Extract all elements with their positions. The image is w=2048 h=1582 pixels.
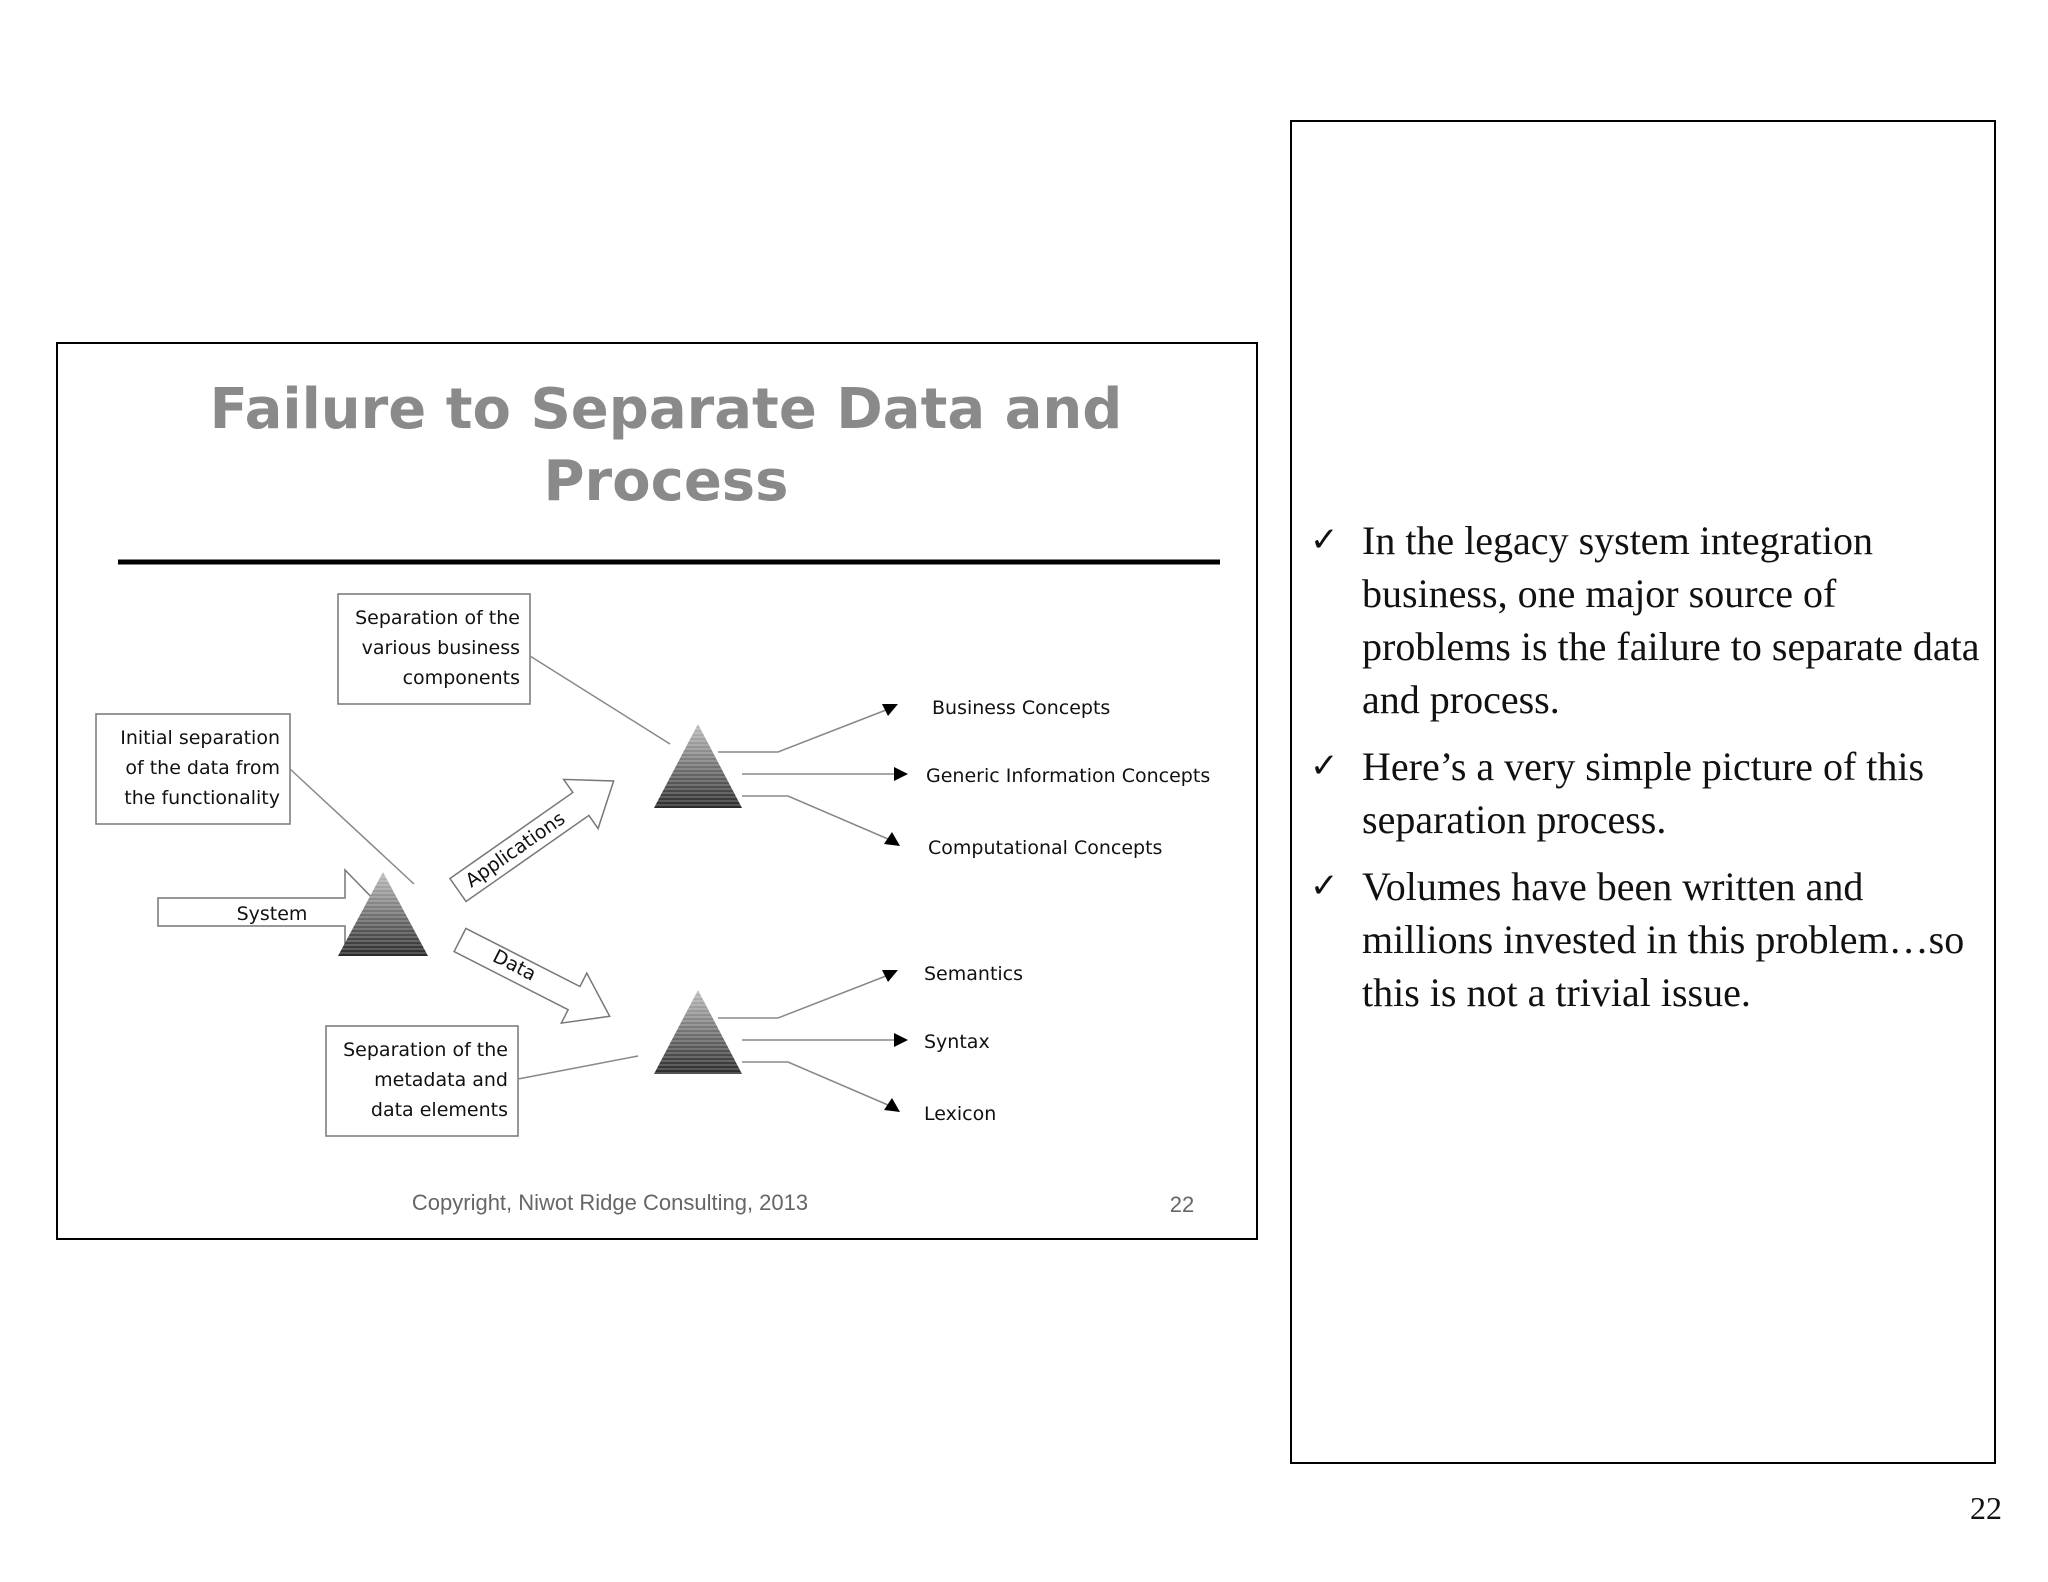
box-business-components-line3: components: [402, 667, 520, 689]
notes-bullet-text: Here’s a very simple picture of this separation process.: [1362, 744, 1925, 842]
notes-bullet: [1310, 740, 1990, 846]
data-arrow: [447, 915, 622, 1041]
triangle-data-stripes: [654, 990, 742, 1074]
output-semantics: Semantics: [924, 963, 1024, 985]
slide-title-line1: Failure to Separate Data and: [209, 377, 1123, 442]
connector-business: [530, 656, 670, 744]
checkmark-icon: ✓: [1310, 866, 1339, 906]
output-generic-information-concepts: Generic Information Concepts: [926, 765, 1211, 787]
applications-arrow: [441, 756, 631, 914]
applications-arrow-label: Applications: [461, 807, 570, 893]
notes-bullet-text: Volumes have been written and millions invested in this problem…so this is not a trivial issue.: [1362, 864, 1965, 1015]
box-initial-separation-line3: the functionality: [124, 787, 280, 809]
output-business-concepts: Business Concepts: [932, 697, 1111, 719]
notes-bullet: [1310, 860, 1990, 1019]
out-arrow-semantics: [718, 976, 886, 1018]
out-arrow-computational: [742, 796, 888, 839]
out-arrow-business: [718, 710, 886, 752]
slide-number: 22: [1169, 1192, 1195, 1217]
output-lexicon: Lexicon: [924, 1103, 997, 1125]
notes-panel: [1290, 120, 1996, 1464]
box-metadata-line2: metadata and: [374, 1069, 508, 1091]
out-arrowhead-syntax: [894, 1033, 908, 1047]
box-business-components-line2: various business: [361, 637, 520, 659]
box-metadata-line1: Separation of the: [343, 1039, 508, 1061]
connector-initial: [290, 769, 414, 884]
system-arrow-label: System: [236, 903, 308, 925]
box-business-components-line1: Separation of the: [355, 607, 520, 629]
output-computational-concepts: Computational Concepts: [928, 837, 1163, 859]
box-initial-separation-line2: of the data from: [125, 757, 280, 779]
slide-diagram: [58, 344, 1256, 1238]
notes-bullet-list: [1310, 514, 1990, 1033]
out-arrow-lexicon: [742, 1062, 888, 1105]
output-syntax: Syntax: [924, 1031, 990, 1053]
out-arrowhead-generic: [894, 767, 908, 781]
checkmark-icon: ✓: [1310, 520, 1339, 560]
connector-metadata: [518, 1056, 638, 1079]
notes-bullet-text: In the legacy system integration business, one major source of problems is the failure to separate data and process.: [1362, 518, 1980, 722]
triangle-applications-stripes: [654, 724, 742, 808]
box-initial-separation-line1: Initial separation: [120, 727, 280, 749]
slide-copyright: Copyright, Niwot Ridge Consulting, 2013: [411, 1190, 809, 1215]
data-arrow-label: Data: [489, 945, 540, 986]
slide-title-line2: Process: [543, 449, 789, 514]
box-metadata-line3: data elements: [370, 1099, 508, 1121]
page-number: 22: [1970, 1490, 2002, 1526]
notes-bullet: [1310, 514, 1990, 726]
checkmark-icon: ✓: [1310, 746, 1339, 786]
slide-image: [56, 342, 1258, 1240]
